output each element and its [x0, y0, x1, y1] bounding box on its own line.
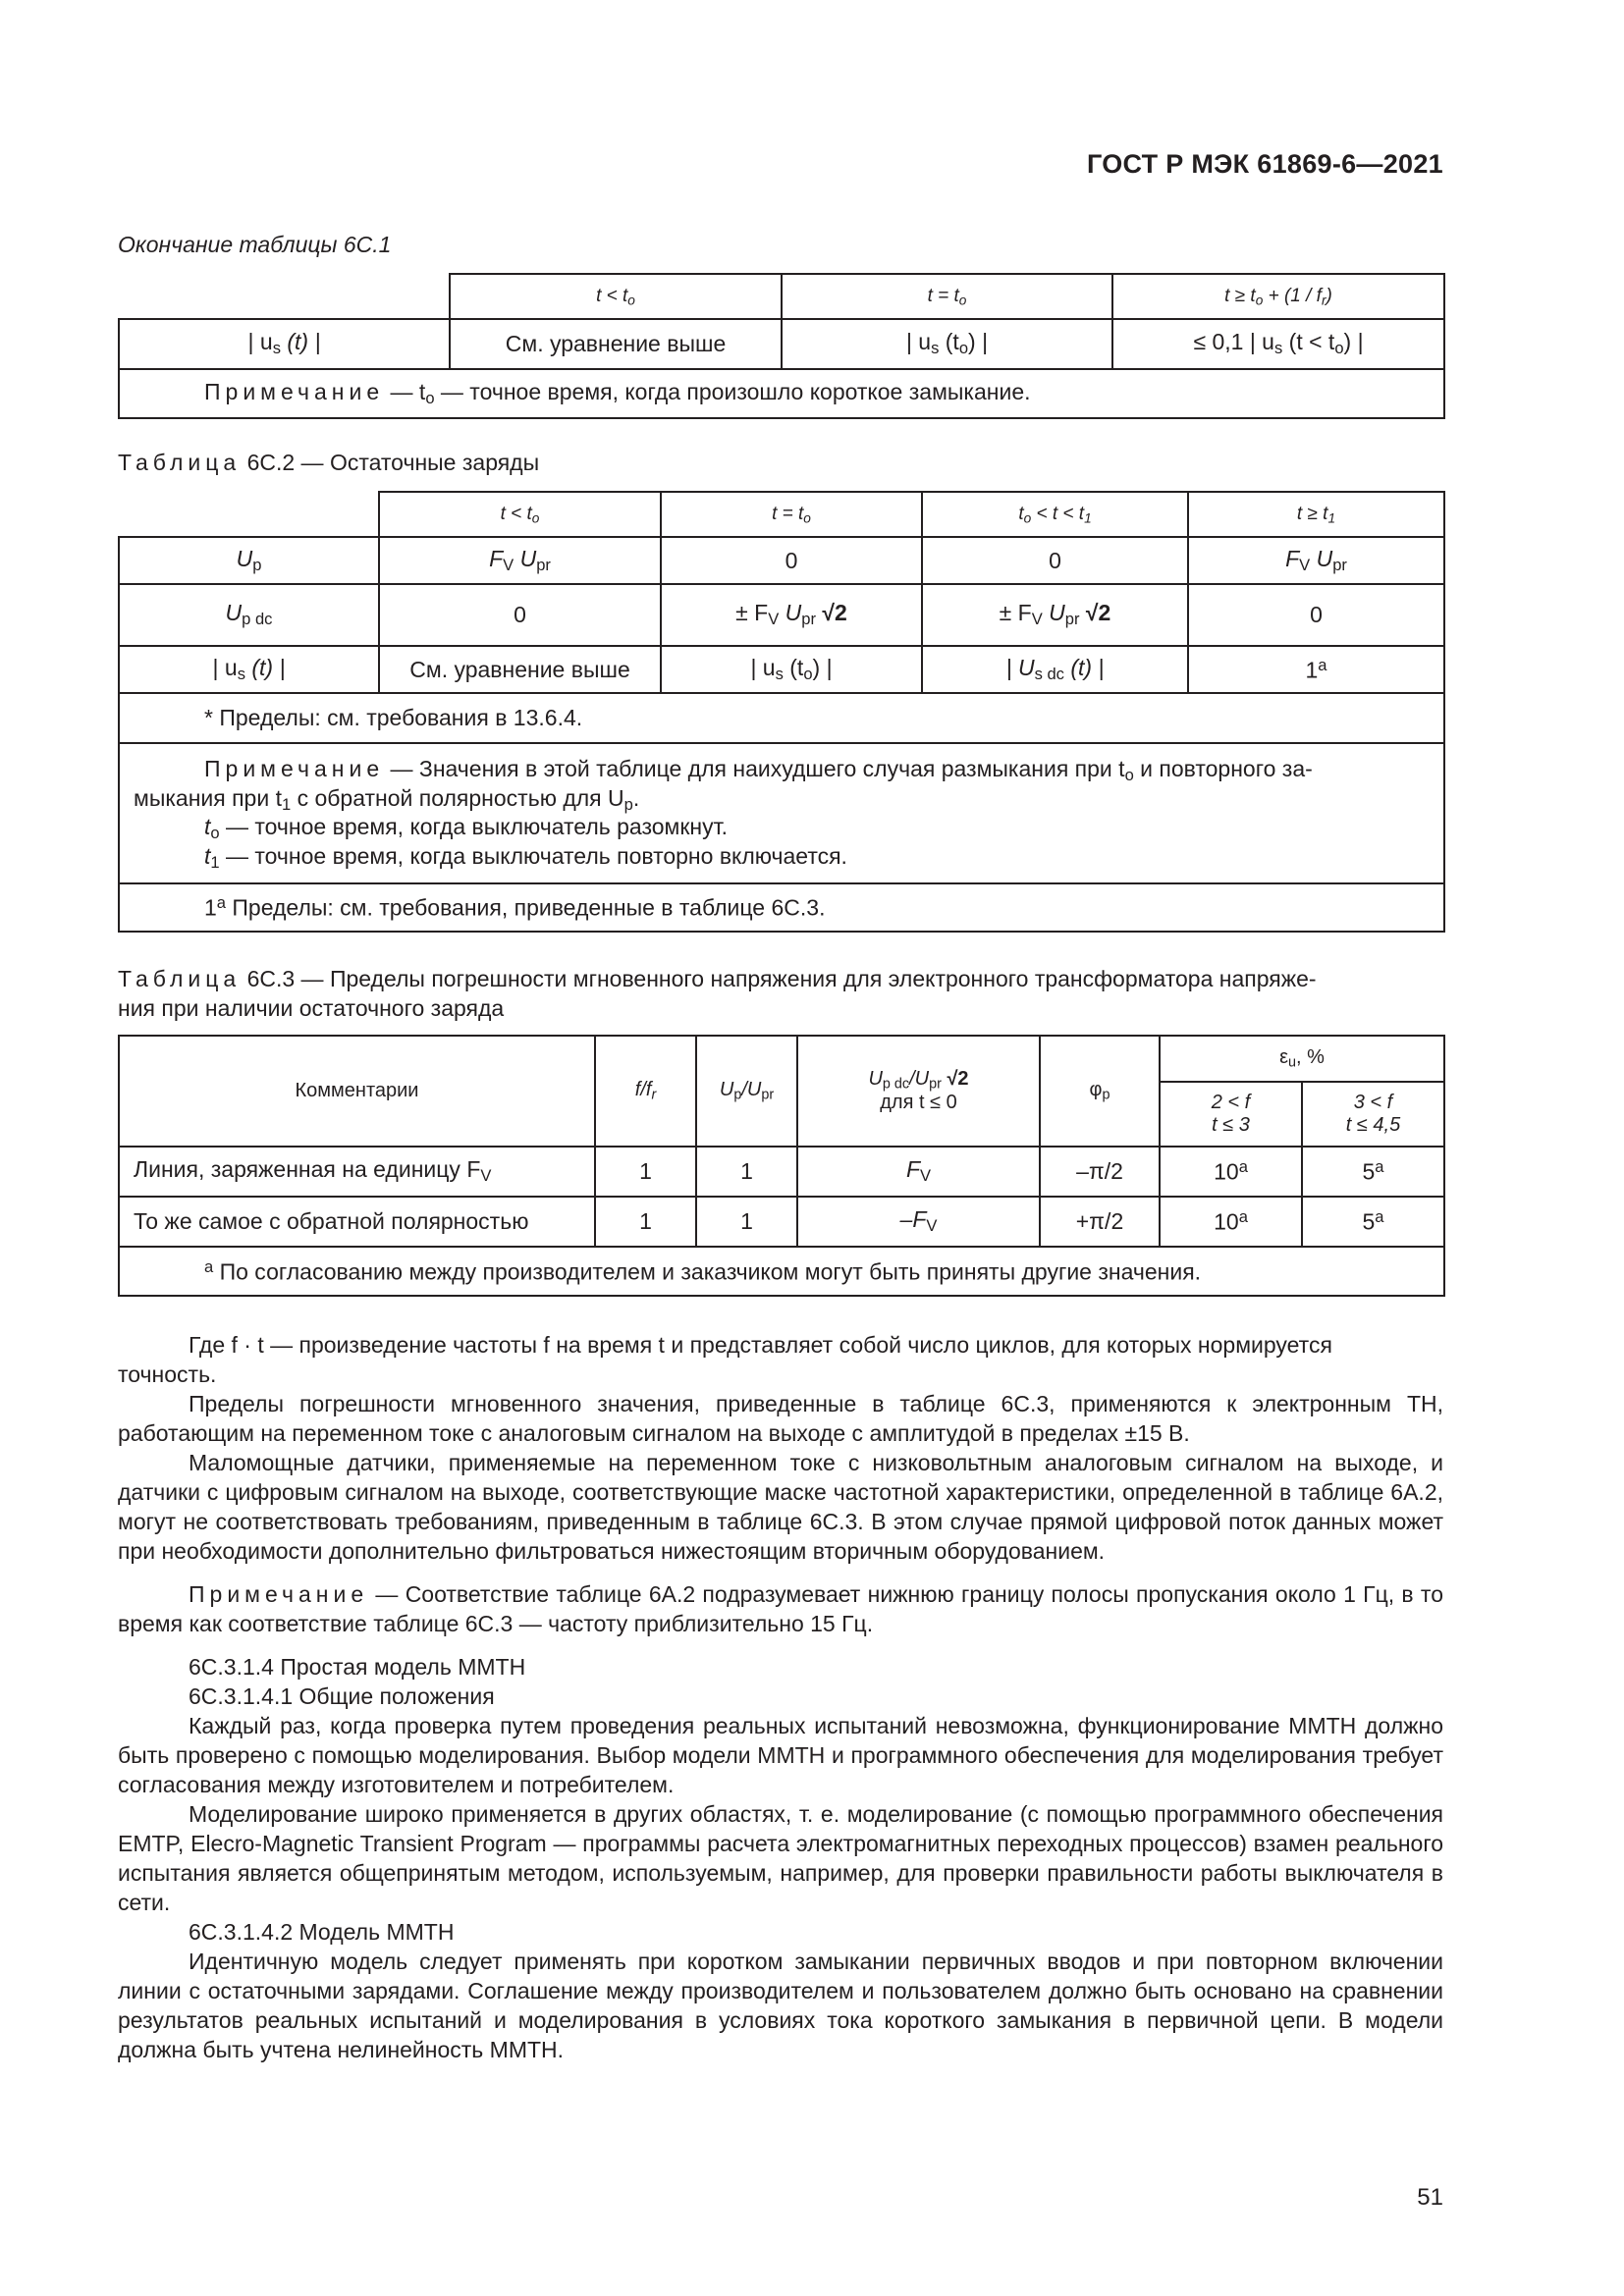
table-cell: –π/2 [1040, 1147, 1160, 1197]
table-cell: 1 [696, 1147, 797, 1197]
header-cell: f/fr [595, 1036, 696, 1147]
table-cell: | us (to) | [782, 319, 1112, 369]
header-cell: t < to [450, 274, 782, 319]
page-number: 51 [1417, 2184, 1443, 2211]
sqrt-symbol: √2 [947, 1067, 969, 1090]
table-cell: 0 [661, 537, 922, 584]
table-cell: | Us dc (t) | [922, 646, 1188, 693]
table-6c2 [118, 491, 1445, 933]
header-cell: t = to [782, 274, 1112, 319]
table-cell: 5$^a$ [1302, 1197, 1444, 1247]
header-cell: φp [1040, 1036, 1160, 1147]
table-note: Примечание — Значения в этой таблице для наихудшего случая размыкания при to и повторного за- мыкания при t1 с обратной полярностью для Up. to — точное время, когда выключатель разомкнут. t1 — точное время, когда выключатель повторно включается. [119, 743, 1444, 883]
header-cell: t ≥ to + (1 / fr) [1112, 274, 1444, 319]
header-cell: 2 < f t ≤ 3 [1160, 1082, 1302, 1147]
document-header: ГОСТ Р МЭК 61869-6—2021 [1086, 149, 1443, 179]
header-cell: Up dc/Upr √2 для t ≤ 0 [797, 1036, 1040, 1147]
table-cell: 0 [922, 537, 1188, 584]
section-heading: 6С.3.1.4 Простая модель ММТН [189, 1654, 526, 1680]
table-footnote: 1$^a$ Пределы: см. требования, приведенные в таблице 6С.3. [119, 883, 1444, 932]
table-cell: 0 [1188, 584, 1444, 646]
table-cell: | us (to) | [661, 646, 922, 693]
table-6c1-caption: Окончание таблицы 6С.1 [118, 232, 392, 257]
table-row [119, 646, 1444, 693]
table-row [119, 584, 1444, 646]
table-note: Примечание — to — точное время, когда произошло короткое замыкание. [119, 369, 1444, 418]
table-cell: 1 [595, 1147, 696, 1197]
table-cell: 1 [595, 1197, 696, 1247]
header-cell-comments: Комментарии [119, 1036, 595, 1147]
table-cell: | us (t) | [119, 646, 379, 693]
table-cell: 10$^a$ [1160, 1197, 1302, 1247]
table-row [119, 1197, 1444, 1247]
table-cell: См. уравнение выше [450, 319, 782, 369]
section-heading: 6С.3.1.4.2 Модель ММТН [189, 1919, 455, 1945]
section-heading: 6С.3.1.4.1 Общие положения [189, 1683, 495, 1709]
table-6c3-caption: Таблица 6С.3 — Пределы погрешности мгновенного напряжения для электронного трансформатора напряже- ния при наличии остаточного заряда [118, 966, 1317, 1021]
table-cell: 1 [696, 1197, 797, 1247]
paragraph: Идентичную модель следует применять при коротком замыкании первичных вводов и при повторном включении линии с остаточными зарядами. Соглашение между производителем и пользователем должно быть основано на сравнении результатов реальных испытаний и моделирования в условиях тока короткого замыкания в первичной цепи. В модели должна быть учтена нелинейность ММТН. [118, 1949, 1443, 2062]
sqrt-symbol: √2 [1085, 600, 1111, 626]
table-cell: 10$^a$ [1160, 1147, 1302, 1197]
paragraph: Пределы погрешности мгновенного значения, приведенные в таблице 6С.3, применяются к электронным ТН, работающим на переменном токе с аналоговым сигналом на выходе с амплитудой в пределах ±15 В. [118, 1391, 1443, 1446]
header-cell: 3 < f t ≤ 4,5 [1302, 1082, 1444, 1147]
table-header-row [119, 492, 1444, 537]
header-cell: Up/Upr [696, 1036, 797, 1147]
table-header-row [119, 1036, 1444, 1082]
table-cell: –FV [797, 1197, 1040, 1247]
table-cell: FV Upr [379, 537, 661, 584]
sqrt-symbol: √2 [822, 600, 847, 626]
table-6c2-caption: Таблица 6С.2 — Остаточные заряды [118, 450, 540, 475]
empty-header-cell [119, 274, 450, 319]
table-6c1 [118, 273, 1445, 419]
table-note-row [119, 743, 1444, 883]
paragraph: Маломощные датчики, применяемые на переменном токе с низковольтным аналоговым сигналом на выходе, и датчики с цифровым сигналом на выходе, соответствующие маске частотной характеристики, определенной в таблице 6А.2, могут не соответствовать требованиям, приведенным в таблице 6С.3. В этом случае прямой цифровой поток данных может при необходимости дополнительно фильтроваться нижестоящим вторичным оборудованием. [118, 1450, 1443, 1564]
table-footnote-row [119, 1247, 1444, 1296]
table-note-row [119, 369, 1444, 418]
table-footnote-row [119, 883, 1444, 932]
paragraph: Моделирование широко применяется в других областях, т. е. моделирование (с помощью программного обеспечения EMTP, Elecro-Magnetic Transient Program — программы расчета электромагнитных переходных процессов) взамен реального испытания является общепринятым методом, используемым, например, для проверки правильности работы выключателя в сети. [118, 1801, 1443, 1915]
table-cell: FV Upr [1188, 537, 1444, 584]
header-cell: t = to [661, 492, 922, 537]
table-footnote: $^a$ По согласованию между производителем и заказчиком могут быть приняты другие значения. [119, 1247, 1444, 1296]
header-cell: εu, % [1160, 1036, 1444, 1082]
table-cell: ± FV Upr √2 [922, 584, 1188, 646]
table-footnote: * Пределы: см. требования в 13.6.4. [119, 693, 1444, 743]
table-cell: ± FV Upr √2 [661, 584, 922, 646]
table-row [119, 319, 1444, 369]
table-6c3 [118, 1035, 1445, 1297]
paragraph: Где f · t — произведение частоты f на время t и представляет собой число циклов, для которых нормируется точность. [118, 1332, 1332, 1387]
header-cell: to < t < t1 [922, 492, 1188, 537]
table-row [119, 1147, 1444, 1197]
table-cell: 5$^a$ [1302, 1147, 1444, 1197]
table-footnote-row [119, 693, 1444, 743]
table-cell: | us (t) | [119, 319, 450, 369]
table-header-row [119, 274, 1444, 319]
header-cell: t < to [379, 492, 661, 537]
table-cell: FV [797, 1147, 1040, 1197]
table-cell: 1$^a$ [1188, 646, 1444, 693]
table-cell: То же самое с обратной полярностью [119, 1197, 595, 1247]
table-cell: Up [119, 537, 379, 584]
table-cell: +π/2 [1040, 1197, 1160, 1247]
paragraph: Каждый раз, когда проверка путем проведения реальных испытаний невозможна, функционирование ММТН должно быть проверено с помощью моделирования. Выбор модели ММТН и программного обеспечения для моделирования требует согласования между изготовителем и потребителем. [118, 1713, 1443, 1797]
table-cell: Up dc [119, 584, 379, 646]
table-cell: Линия, заряженная на единицу FV [119, 1147, 595, 1197]
table-cell: ≤ 0,1 | us (t < to) | [1112, 319, 1444, 369]
header-cell: t ≥ t1 [1188, 492, 1444, 537]
empty-header-cell [119, 492, 379, 537]
table-row [119, 537, 1444, 584]
note-paragraph: Примечание — Соответствие таблице 6А.2 подразумевает нижнюю границу полосы пропускания около 1 Гц, в то время как соответствие таблице 6С.3 — частоту приблизительно 15 Гц. [118, 1581, 1443, 1636]
table-cell: 0 [379, 584, 661, 646]
table-cell: См. уравнение выше [379, 646, 661, 693]
